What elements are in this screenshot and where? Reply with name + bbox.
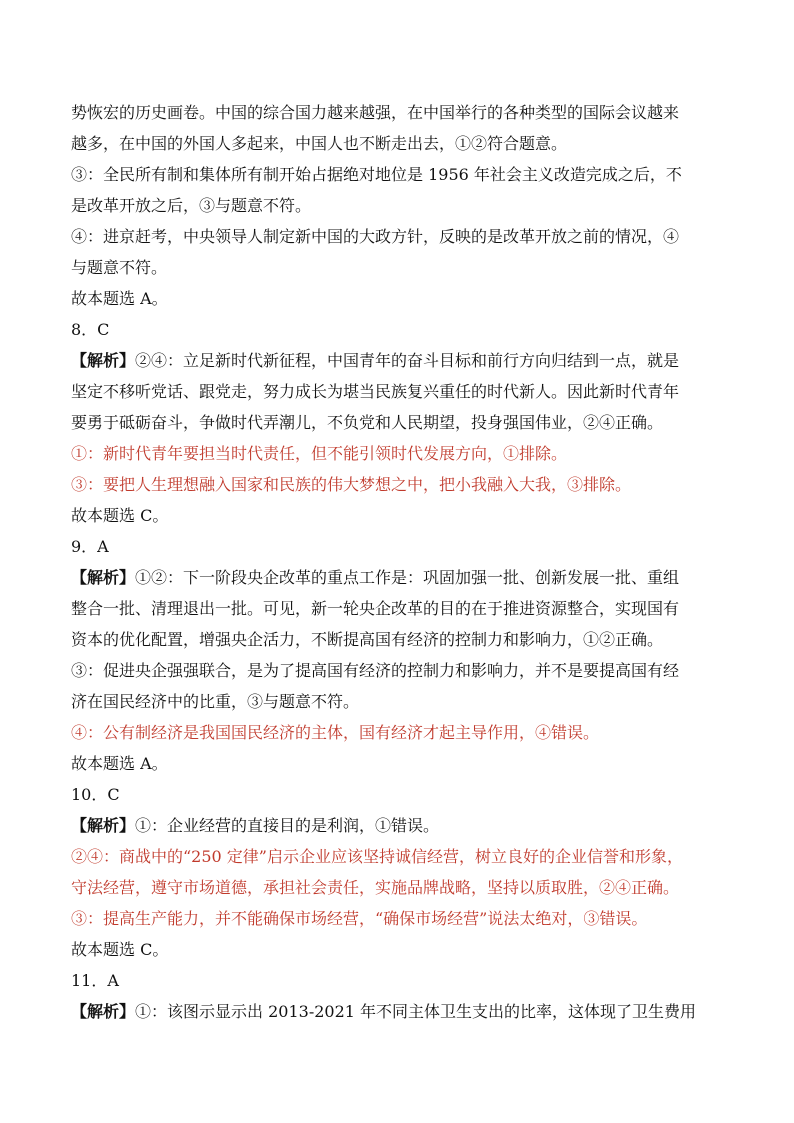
line-text: 势恢宏的历史画卷。中国的综合国力越来越强，在中国举行的各种类型的国际会议越来	[71, 103, 680, 122]
text-line	[71, 655, 731, 686]
text-line	[71, 469, 731, 500]
analysis-label: 【解析】	[71, 816, 136, 835]
analysis-label: 【解析】	[71, 351, 136, 370]
text-line	[71, 314, 731, 345]
line-text: ③：全民所有制和集体所有制开始占据绝对地位是 1956 年社会主义改造完成之后，不	[71, 165, 682, 184]
text-line	[71, 531, 731, 562]
text-line	[71, 717, 731, 748]
line-text: 是改革开放之后，③与题意不符。	[71, 196, 312, 215]
line-text: 故本题选 C。	[71, 506, 169, 525]
line-text: 故本题选 A。	[71, 754, 168, 773]
text-line	[71, 562, 731, 593]
text-line	[71, 500, 731, 531]
line-text: 10．C	[71, 785, 120, 804]
line-text: 9．A	[71, 537, 109, 556]
line-text: 11．A	[71, 971, 119, 990]
line-text: ③：要把人生理想融入国家和民族的伟大梦想之中，把小我融入大我，③排除。	[71, 475, 632, 494]
text-line	[71, 748, 731, 779]
text-line	[71, 438, 731, 469]
text-line	[71, 686, 731, 717]
text-line	[71, 779, 731, 810]
text-line	[71, 965, 731, 996]
line-text: 济在国民经济中的比重，③与题意不符。	[71, 692, 360, 711]
line-text: 与题意不符。	[71, 258, 168, 277]
line-text: 整合一批、清理退出一批。可见，新一轮央企改革的目的在于推进资源整合，实现国有	[71, 599, 680, 618]
text-line	[71, 159, 731, 190]
line-text: ②④：立足新时代新征程，中国青年的奋斗目标和前行方向归结到一点，就是	[135, 351, 680, 370]
line-text: 8．C	[71, 320, 110, 339]
line-text: 坚定不移听党话、跟党走，努力成长为堪当民族复兴重任的时代新人。因此新时代青年	[71, 382, 680, 401]
line-text: 故本题选 A。	[71, 289, 168, 308]
text-line	[71, 903, 731, 934]
line-text: 越多，在中国的外国人多起来，中国人也不断走出去，①②符合题意。	[71, 134, 568, 153]
analysis-label: 【解析】	[71, 1002, 136, 1021]
line-text: ④：进京赶考，中央领导人制定新中国的大政方针，反映的是改革开放之前的情况，④	[71, 227, 680, 246]
line-text: 故本题选 C。	[71, 940, 169, 959]
text-line	[71, 283, 731, 314]
line-text: ①：该图示显示出 2013-2021 年不同主体卫生支出的比率，这体现了卫生费用	[135, 1002, 697, 1021]
text-line	[71, 624, 731, 655]
line-text: 要勇于砥砺奋斗，争做时代弄潮儿，不负党和人民期望，投身强国伟业，②④正确。	[71, 413, 664, 432]
text-line	[71, 221, 731, 252]
line-text: 资本的优化配置，增强央企活力，不断提高国有经济的控制力和影响力，①②正确。	[71, 630, 664, 649]
line-text: ③：促进央企强强联合，是为了提高国有经济的控制力和影响力，并不是要提高国有经	[71, 661, 680, 680]
text-line	[71, 996, 731, 1027]
text-line	[71, 593, 731, 624]
line-text: ②④：商战中的“250 定律”启示企业应该坚持诚信经营，树立良好的企业信誉和形象，	[71, 847, 683, 866]
line-text: 守法经营，遵守市场道德，承担社会责任，实施品牌战略，坚持以质取胜，②④正确。	[71, 878, 680, 897]
analysis-label: 【解析】	[71, 568, 136, 587]
text-line	[71, 252, 731, 283]
text-line	[71, 872, 731, 903]
text-line	[71, 376, 731, 407]
line-text: ③：提高生产能力，并不能确保市场经营，“确保市场经营”说法太绝对，③错误。	[71, 909, 648, 928]
text-line	[71, 407, 731, 438]
answer-explanations	[71, 97, 731, 1027]
line-text: ①：企业经营的直接目的是利润，①错误。	[135, 816, 440, 835]
text-line	[71, 190, 731, 221]
text-line	[71, 841, 731, 872]
text-line	[71, 810, 731, 841]
text-line	[71, 345, 731, 376]
text-line	[71, 97, 731, 128]
line-text: ④：公有制经济是我国国民经济的主体，国有经济才起主导作用，④错误。	[71, 723, 600, 742]
line-text: ①②：下一阶段央企改革的重点工作是：巩固加强一批、创新发展一批、重组	[135, 568, 680, 587]
text-line	[71, 934, 731, 965]
text-line	[71, 128, 731, 159]
line-text: ①：新时代青年要担当时代责任，但不能引领时代发展方向，①排除。	[71, 444, 568, 463]
